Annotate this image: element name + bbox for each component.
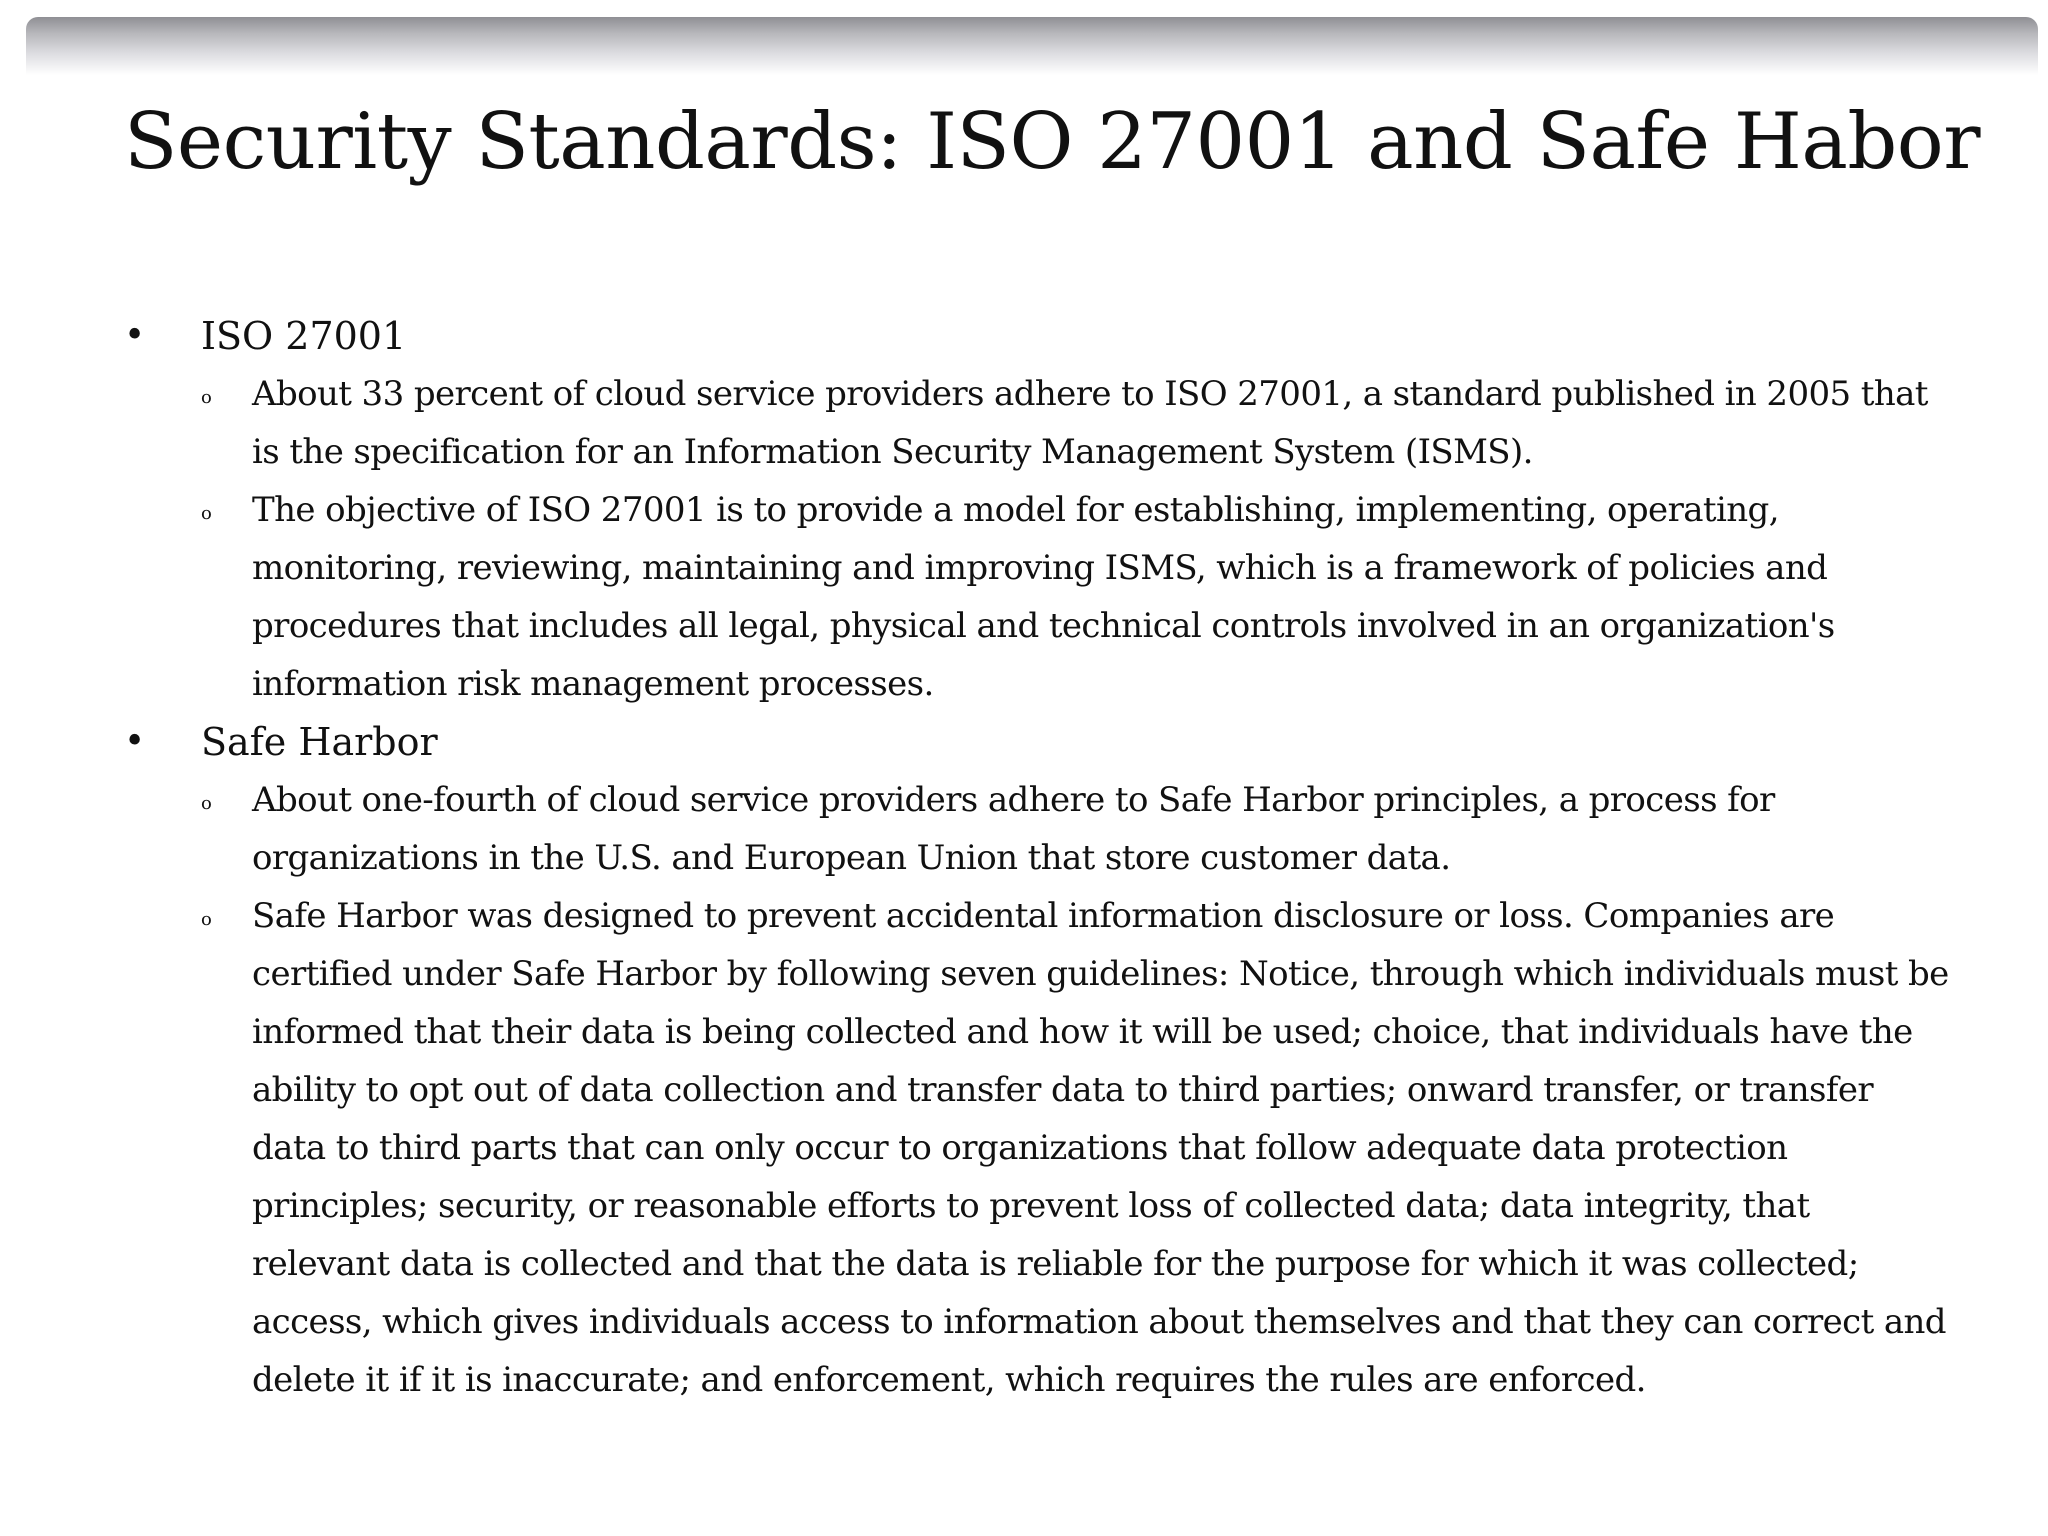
bullet-dot-icon: • [124, 315, 146, 356]
hollow-circle-bullet-icon: o [201, 387, 212, 408]
sub-bullet-iso-adoption [201, 365, 1954, 481]
bullet-iso-27001 [124, 307, 1954, 365]
slide-content [124, 307, 1954, 1409]
sub-bullet-iso-objective [201, 481, 1954, 713]
sub-bullet-text: The objective of ISO 27001 is to provide a model for establishing, implementing, operating, monitoring, reviewing, maintaining and improving ISMS, which is a framework of policies and procedures that includes all legal, physical and technical controls involved in an organization's information risk management processes. [252, 490, 1835, 704]
sub-bullet-text: About one-fourth of cloud service providers adhere to Safe Harbor principles, a process for organizations in the U.S. and European Union that store customer data. [252, 780, 1775, 878]
header-gradient-band [26, 17, 2038, 75]
sub-bullet-text: Safe Harbor was designed to prevent accidental information disclosure or loss. Companies are certified under Safe Harbor by following seven guidelines: Notice, through which individuals must be informed that their data is being collected and how it will be used; choice, that individuals have the ability to opt out of data collection and transfer data to third parties; onward transfer, or transfer data to third parts that can only occur to organizations that follow adequate data protection principles; security, or reasonable efforts to prevent loss of collected data; data integrity, that relevant data is collected and that the data is reliable for the purpose for which it was collected; access, which gives individuals access to information about themselves and that they can correct and delete it if it is inaccurate; and enforcement, which requires the rules are enforced. [252, 896, 1949, 1400]
bullet-dot-icon: • [124, 721, 146, 762]
hollow-circle-bullet-icon: o [201, 909, 212, 930]
hollow-circle-bullet-icon: o [201, 503, 212, 524]
sub-bullet-safe-harbor-guidelines [201, 887, 1954, 1409]
slide-title: Security Standards: ISO 27001 and Safe Habor [124, 97, 1981, 187]
bullet-heading: Safe Harbor [201, 720, 438, 764]
sub-bullet-safe-harbor-adoption [201, 771, 1954, 887]
hollow-circle-bullet-icon: o [201, 793, 212, 814]
bullet-safe-harbor [124, 713, 1954, 771]
sub-bullet-text: About 33 percent of cloud service providers adhere to ISO 27001, a standard published in 2005 that is the specification for an Information Security Management System (ISMS). [252, 374, 1928, 472]
bullet-heading: ISO 27001 [201, 314, 407, 358]
